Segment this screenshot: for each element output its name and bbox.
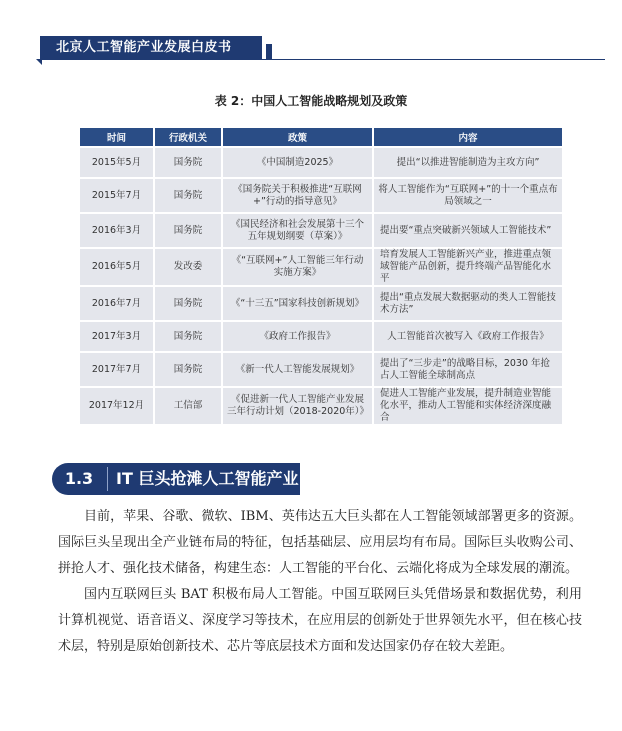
policy-table <box>80 126 562 426</box>
table-caption: 表 2：中国人工智能战略规划及政策 <box>214 94 408 108</box>
cell-agency: 国务院 <box>155 214 223 247</box>
cell-time: 2015年5月 <box>80 148 155 177</box>
cell-time: 2016年7月 <box>80 287 155 320</box>
table-row <box>80 287 562 320</box>
table-row <box>80 322 562 351</box>
cell-policy: 《促进新一代人工智能产业发展三年行动计划（2018-2020年）》 <box>223 388 374 424</box>
cell-time: 2016年3月 <box>80 214 155 247</box>
table-row <box>80 214 562 247</box>
cell-policy: 《“十三五”国家科技创新规划》 <box>223 287 374 320</box>
cell-content: 提出“以推进智能制造为主攻方向” <box>374 148 562 177</box>
cell-policy: 《中国制造2025》 <box>223 148 374 177</box>
cell-policy: 《“互联网+”人工智能三年行动实施方案》 <box>223 249 374 285</box>
column-header-agency: 行政机关 <box>155 128 223 146</box>
document-header-title: 北京人工智能产业发展白皮书 <box>40 36 262 60</box>
cell-agency: 国务院 <box>155 353 223 386</box>
section-number: 1.3 <box>64 469 94 488</box>
table-header-row <box>80 128 562 146</box>
cell-policy: 《政府工作报告》 <box>223 322 374 351</box>
cell-time: 2016年5月 <box>80 249 155 285</box>
cell-time: 2015年7月 <box>80 179 155 212</box>
cell-time: 2017年7月 <box>80 353 155 386</box>
cell-time: 2017年12月 <box>80 388 155 424</box>
cell-content: 提出要“重点突破新兴领域人工智能技术” <box>374 214 562 247</box>
column-header-time: 时间 <box>80 128 155 146</box>
table-row <box>80 148 562 177</box>
table-row <box>80 388 562 424</box>
cell-agency: 工信部 <box>155 388 223 424</box>
cell-content: 人工智能首次被写入《政府工作报告》 <box>374 322 562 351</box>
header-rule <box>40 59 605 60</box>
column-header-policy: 政策 <box>223 128 374 146</box>
cell-content: 培育发展人工智能新兴产业，推进重点领域智能产品创新，提升终端产品智能化水平 <box>374 249 562 285</box>
body-paragraph: 目前，苹果、谷歌、微软、IBM、英伟达五大巨头都在人工智能领域部署更多的资源。国际巨头呈现出全产业链布局的特征，包括基础层、应用层均有布局。国际巨头收购公司、拼抢人才、强化技术储备，构建生态：人工智能的平台化、云端化将成为全球发展的潮流。 <box>58 509 582 576</box>
cell-content: 促进人工智能产业发展，提升制造业智能化水平，推动人工智能和实体经济深度融合 <box>374 388 562 424</box>
column-header-content: 内容 <box>374 128 562 146</box>
cell-policy: 《国务院关于积极推进“互联网+”行动的指导意见》 <box>223 179 374 212</box>
section-title: IT 巨头抢滩人工智能产业 <box>116 469 299 488</box>
cell-agency: 国务院 <box>155 322 223 351</box>
cell-time: 2017年3月 <box>80 322 155 351</box>
cell-content: 将人工智能作为“互联网+”的十一个重点布局领域之一 <box>374 179 562 212</box>
cell-content: 提出“重点发展大数据驱动的类人工智能技术方法” <box>374 287 562 320</box>
section-heading-divider <box>107 467 108 491</box>
table-row <box>80 249 562 285</box>
cell-policy: 《新一代人工智能发展规划》 <box>223 353 374 386</box>
body-paragraph: 国内互联网巨头 BAT 积极布局人工智能。中国互联网巨头凭借场景和数据优势，利用计算机视觉、语音语义、深度学习等技术，在应用层的创新处于世界领先水平，但在核心技术层，特别是原始创新技术、芯片等底层技术方面和发达国家仍存在较大差距。 <box>58 587 582 654</box>
header-rule-corner <box>36 59 42 65</box>
cell-policy: 《国民经济和社会发展第十三个五年规划纲要（草案）》 <box>223 214 374 247</box>
table-row <box>80 179 562 212</box>
table-row <box>80 353 562 386</box>
cell-agency: 国务院 <box>155 148 223 177</box>
cell-agency: 发改委 <box>155 249 223 285</box>
cell-agency: 国务院 <box>155 287 223 320</box>
cell-content: 提出了“三步走”的战略目标，2030 年抢占人工智能全球制高点 <box>374 353 562 386</box>
header-accent-mark <box>266 44 272 60</box>
cell-agency: 国务院 <box>155 179 223 212</box>
